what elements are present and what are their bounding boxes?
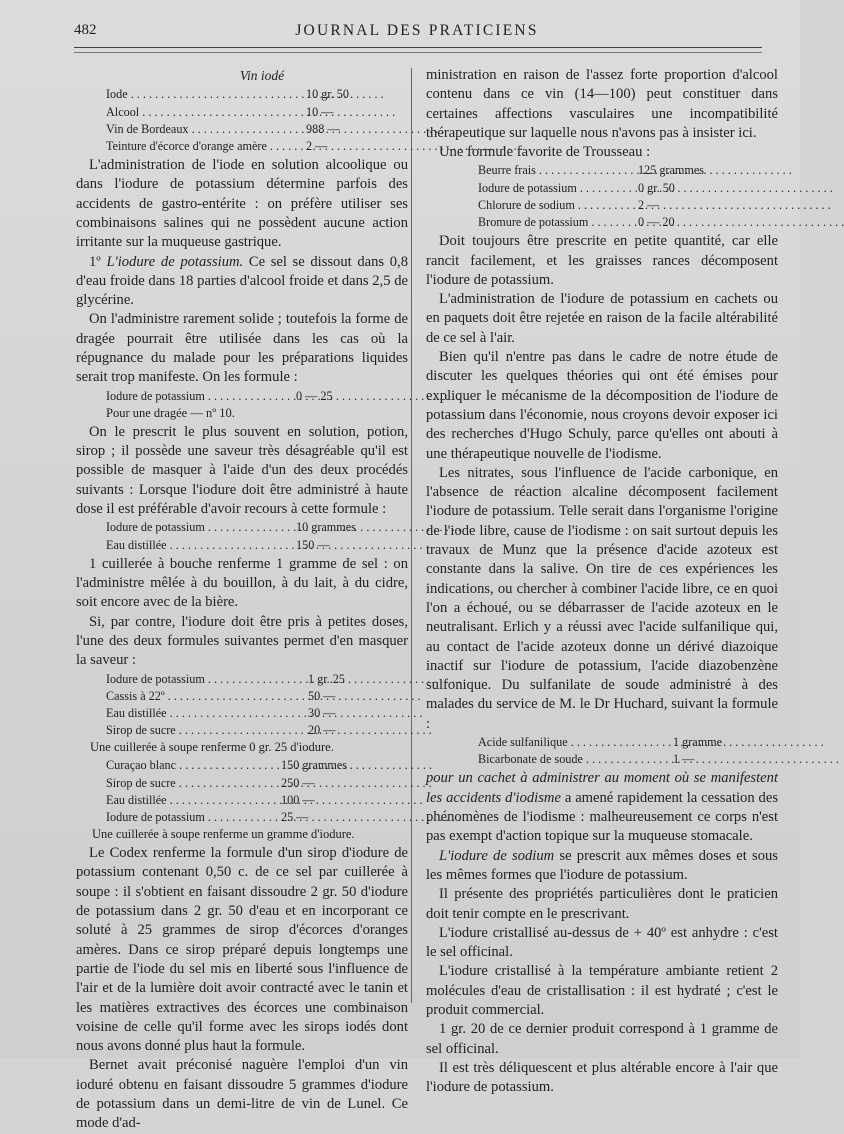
recipe-sulfanilique xyxy=(426,734,778,768)
recipe-line: Curaçao blanc . . . 150 grammes xyxy=(106,757,408,774)
recipe-line: Alcool . . . 10 — xyxy=(106,104,408,121)
paragraph: pour un cachet à administrer au moment où se manifestent les accidents d'iodisme a amené rapidement la cessation des phénomènes de l'iodisme : malheureusement ce corps n'est pas exempt d'action topique sur la muqueuse stomacale. xyxy=(426,770,778,845)
recipe-note: Une cuillerée à soupe renferme un gramme d'iodure. xyxy=(92,827,355,842)
paragraph: On l'administre rarement solide ; toutefois la forme de dragée pourrait être utilisée dans les cas où la répugnance du malade pour les préparations liquides serait trop manifeste. On les formule : xyxy=(76,311,408,386)
recipe-line: Bicarbonate de soude . . . 1 — xyxy=(478,751,778,768)
recipe-line: Beurre frais . . . 125 grammes xyxy=(478,162,778,179)
paragraph: Il présente des propriétés particulières dont le praticien doit tenir compte en le prescrivant. xyxy=(426,886,778,922)
recipe-vin-iode xyxy=(76,86,408,155)
paragraph: Si, par contre, l'iodure doit être pris à petites doses, l'une des deux formules suivantes permet d'en masquer la saveur : xyxy=(76,613,408,669)
paragraph: Bien qu'il n'entre pas dans le cadre de notre étude de discuter les quelques théories qui ont été émises pour expliquer le mécanisme de la décomposition de l'iodure de potassium dans l'économie, nous croyons devoir exposer ici des recherches d'Hugo Schuly, parce qu'elles ont abouti à une thérapeutique nouvelle de l'iodisme. xyxy=(426,349,778,462)
recipe-trousseau xyxy=(426,162,778,231)
paragraph: 1º L'iodure de potassium. Ce sel se dissout dans 0,8 d'eau froide dans 18 parties d'alcool froide et dans 2,5 de glycérine. xyxy=(76,253,408,309)
recipe-line: Iodure de potassium . . . 0 — 25 xyxy=(106,388,408,405)
recipe-line: Iodure de potassium . . . 0 gr. 50 xyxy=(478,180,778,197)
recipe-curacao xyxy=(76,757,408,843)
recipe-dragee xyxy=(76,388,408,422)
paragraph: Bernet avait préconisé naguère l'emploi d'un vin ioduré obtenu en faisant dissoudre 5 grammes d'iodure de potassium dans un demi-litre de vin de Lunel. Ce mode d'ad- xyxy=(76,1057,408,1132)
recipe-line: Eau distillée . . . 30 — xyxy=(106,705,408,722)
recipe-line: Iodure de potassium . . . 10 grammes xyxy=(106,519,408,536)
journal-title: JOURNAL DES PRATICIENS xyxy=(295,22,539,39)
header-rule xyxy=(74,47,762,48)
paragraph: Le Codex renferme la formule d'un sirop d'iodure de potassium contenant 0,50 c. de ce sel par cuillerée à soupe : il s'obtient en faisant dissoudre 2 gr. 50 d'iodure de potassium dans 2 gr. 50 d'eau et en incorporant ce soluté à 25 grammes de sirop d'écorces d'oranges amères. Dans ce sirop préparé depuis longtemps une partie de l'iode du sel mis en liberté sous l'influence de l'air et de la lumière doit avoir contracté avec le tanin et les matières extractives des écorces une combinaison voisine de celle qu'il forme avec les sirops iodés dont nous avons donné plus haut la formule. xyxy=(76,845,408,1055)
paragraph: Une formule favorite de Trousseau : xyxy=(439,144,651,161)
paragraph: L'administration de l'iodure de potassium en cachets ou en paquets doit être rejetée en raison de la facile altérabilité de ce sel à l'air. xyxy=(426,291,778,346)
recipe-line: Iode . . . 10 gr. 50 xyxy=(106,86,408,103)
paragraph: 1 gr. 20 de ce dernier produit correspond à 1 gramme de sel officinal. xyxy=(426,1021,778,1057)
left-column xyxy=(76,66,408,1134)
page-number: 482 xyxy=(74,22,97,38)
paragraph: Doit toujours être prescrite en petite quantité, car elle rancit facilement, et les graisses rances décomposent l'iodure de potassium. xyxy=(426,233,778,288)
header-rule-thin xyxy=(74,52,762,53)
recipe-line: Iodure de potassium . . . 25 — xyxy=(106,809,408,826)
paragraph: On le prescrit le plus souvent en solution, potion, sirop ; il possède une saveur très désagréable qu'il est possible de masquer à l'aide d'un des deux procédés suivants : Lorsque l'iodure doit être administré à haute dose il est préférable d'avoir recours à cette formule : xyxy=(76,423,408,518)
recipe-line: Bromure de potassium . . . 0 — 20 xyxy=(478,214,778,231)
recipe-note: Pour une dragée — nº 10. xyxy=(106,405,235,420)
recipe-title: Vin iodé xyxy=(239,68,285,83)
recipe-line: Eau distillée . . . 150 — xyxy=(106,537,408,554)
paragraph: ministration en raison de l'assez forte proportion d'alcool contenu dans ce vin (14—100) peut constituer dans certaines affections vasculaires une incompatibilité thérapeutique sur laquelle nous n'avons pas à insister ici. xyxy=(426,67,778,141)
paragraph: L'iodure de sodium se prescrit aux mêmes doses et sous les mêmes formes que l'iodure de potassium. xyxy=(426,847,778,883)
recipe-line: Acide sulfanilique . . . 1 gramme xyxy=(478,734,778,751)
recipe-line: Chlorure de sodium . . . 2 — xyxy=(478,197,778,214)
paragraph: 1 cuillerée à bouche renferme 1 gramme de sel : on l'administre mêlée à du bouillon, à du lait, à du cidre, soit encore avec de la bière. xyxy=(76,555,408,611)
recipe-solution xyxy=(76,519,408,553)
recipe-line: Cassis à 22º . . . 50 — xyxy=(106,688,408,705)
recipe-line: Sirop de sucre . . . 20 — xyxy=(106,722,408,739)
recipe-line: Teinture d'écorce d'orange amère . . . 2 — xyxy=(106,138,408,155)
recipe-cassis xyxy=(76,671,408,757)
paragraph: L'iodure cristallisé au-dessus de + 40º est anhydre : c'est le sel officinal. xyxy=(426,924,778,961)
recipe-line: Eau distillée . . . 100 — xyxy=(106,792,408,809)
running-header xyxy=(74,22,760,44)
recipe-line: Iodure de potassium . . . 1 gr. 25 xyxy=(106,671,408,688)
paragraph: Les nitrates, sous l'influence de l'acide carbonique, en l'absence de réaction alcaline décomposent facilement l'iodure de potassium. Telle serait dans l'organisme l'origine de l'iode libre, cause de l'iodisme : on sait surtout depuis les travaux de Munz que la présence d'acide azoteux est constante dans la salive. On tire de ces expériences les indications, ou chercher à combiner l'acide libre, ce en quoi l'on a échoué, ou se débarrasser de l'acide azoteux en le neutralisant. Erlich y a réussi avec l'acide sulfanilique qui, au contact de l'acide azoteux donne un dérivé diazoique inactif sur l'iodure de potassium, l'acide diazobenzène sulfonique. Du sulfanilate de soude administré à des malades du service de M. le Dr Huchard, suivant la formule : xyxy=(426,464,778,732)
recipe-note: Une cuillerée à soupe renferme 0 gr. 25 d'iodure. xyxy=(90,740,334,755)
column-divider xyxy=(411,68,412,1003)
paragraph: L'iodure cristallisé à la température ambiante retient 2 molécules d'eau de cristallisation : il est hydraté ; c'est le produit commercial. xyxy=(426,963,778,1018)
paragraph: Il est très déliquescent et plus altérable encore à l'air que l'iodure de potassium. xyxy=(426,1059,778,1096)
recipe-line: Vin de Bordeaux . . . 988 — xyxy=(106,121,408,138)
paragraph: L'administration de l'iode en solution alcoolique ou dans l'iodure de potassium détermine parfois des accidents de gastro-entérite : on préfère utiliser ses combinaisons salines qui ne possèdent aucune action irritante sur la muqueuse gastrique. xyxy=(76,157,408,251)
right-column xyxy=(426,66,778,1097)
recipe-line: Sirop de sucre . . . 250 — xyxy=(106,775,408,792)
